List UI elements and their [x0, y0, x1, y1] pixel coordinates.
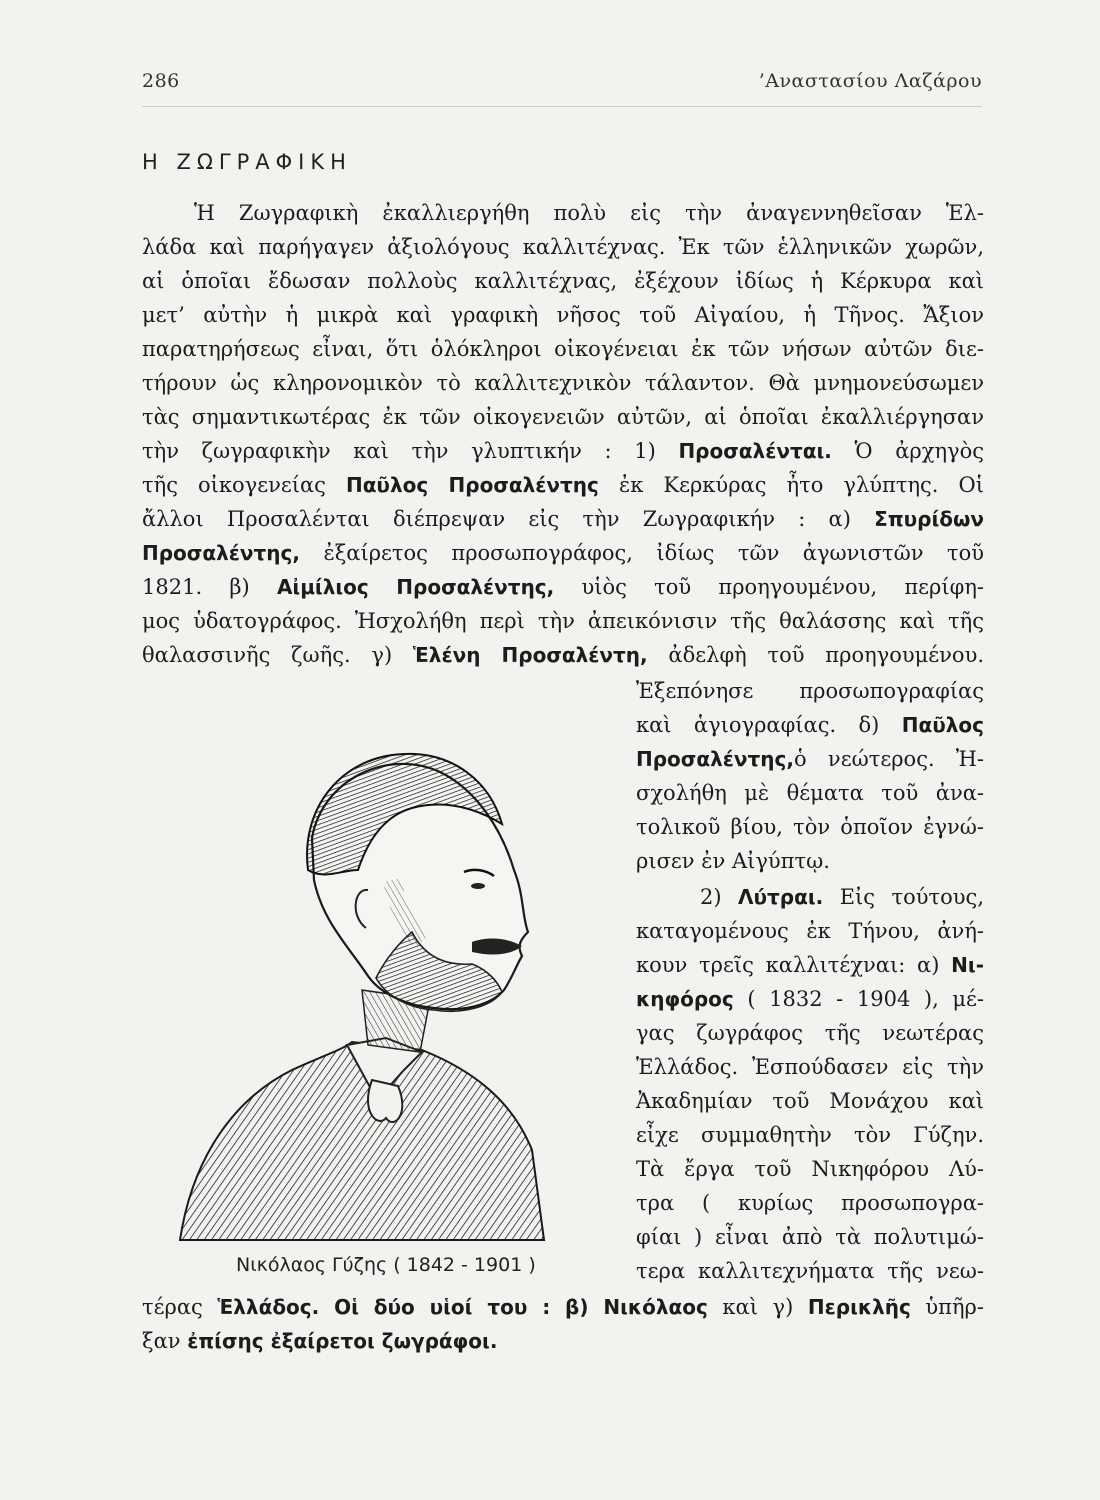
text-line: εἶχε συμμαθητὴν τὸν Γύζην.	[636, 1123, 984, 1147]
text-line: Ἡ Ζωγραφικὴ ἐκαλλιεργήθη πολὺ εἰς τὴν ἀναγεννηθεῖσαν Ἑλ-	[194, 201, 984, 225]
text-run: 1821. β)	[142, 575, 277, 599]
text-line	[636, 880, 984, 914]
text-line	[142, 536, 984, 570]
text-run: υἱὸς τοῦ προηγουμένου, περίφη-	[554, 575, 984, 599]
bold-name: Αἰμίλιος Προσαλέντης,	[276, 575, 555, 599]
text-run: ὑπῆρ-	[910, 1295, 984, 1319]
text-run: καὶ ἁγιογραφίας. δ)	[636, 713, 902, 737]
text-line: Ἑλλάδος. Ἐσπούδασεν εἰς τὴν	[636, 1055, 984, 1079]
page-number: 286	[142, 70, 180, 92]
bold-name: Ἑλένη Προσαλέντη,	[412, 643, 648, 667]
running-title: ’Αναστασίου Λαζάρου	[758, 70, 982, 92]
text-line	[636, 982, 984, 1016]
text-run: τῆς οἰκογενείας	[142, 473, 346, 497]
text-run: ξαν	[142, 1329, 188, 1353]
text-line: σχολήθη μὲ θέματα τοῦ ἀνα-	[636, 781, 984, 805]
text-line	[142, 468, 984, 502]
bold-name: Παῦλος	[901, 713, 984, 737]
portrait-engraving	[172, 720, 572, 1260]
text-run: ὁ νεώτερος. Ἠ-	[793, 747, 984, 771]
text-run: τὴν ζωγραφικὴν καὶ τὴν γλυπτικήν : 1)	[142, 439, 679, 463]
bold-name: Νι-	[951, 953, 984, 977]
text-run: ἐξαίρετος προσωπογράφος, ἰδίως τῶν ἀγωνιστῶν τοῦ	[299, 541, 984, 565]
text-line: Ἀκαδημίαν τοῦ Μονάχου καὶ	[636, 1089, 984, 1113]
bold-name: Σπυρίδων	[874, 507, 984, 531]
text-run: ἐκ Κερκύρας ἦτο γλύπτης. Οἱ	[598, 473, 984, 497]
text-line: γας ζωγράφος τῆς νεωτέρας	[636, 1021, 984, 1045]
text-run: ( 1832 - 1904 ), μέ-	[733, 987, 984, 1011]
text-line: παρατηρήσεως εἶναι, ὅτι ὁλόκληροι οἰκογένειαι ἐκ τῶν νήσων αὐτῶν διε-	[142, 337, 984, 361]
text-line: τὰς σημαντικωτέρας ἐκ τῶν οἰκογενειῶν αὐτῶν, αἱ ὁποῖαι ἐκαλλιέργησαν	[142, 405, 984, 429]
text-line: μος ὑδατογράφος. Ἠσχολήθη περὶ τὴν ἀπεικόνισιν τῆς θαλάσσης καὶ τῆς	[142, 609, 984, 633]
text-line: Ἐξεπόνησε προσωπογραφίας	[636, 679, 984, 703]
text-run: 2)	[700, 885, 739, 909]
text-run: τέρας	[142, 1295, 218, 1319]
bold-name: Προσαλένται.	[678, 439, 832, 463]
text-run: θαλασσινῆς ζωῆς. γ)	[142, 643, 413, 667]
bold-name: Παῦλος Προσαλέντης	[345, 473, 599, 497]
text-line: τολικοῦ βίου, τὸν ὁποῖον ἐγνώ-	[636, 815, 984, 839]
text-run: Εἰς τούτους,	[823, 885, 984, 909]
text-line: λάδα καὶ παρήγαγεν ἀξιολόγους καλλιτέχνας. Ἐκ τῶν ἑλληνικῶν χωρῶν,	[142, 235, 984, 259]
text-line	[142, 1324, 984, 1358]
portrait-caption: Νικόλαος Γύζης ( 1842 - 1901 )	[236, 1254, 536, 1276]
text-line	[142, 434, 984, 468]
text-line	[636, 708, 984, 742]
text-line: τήρουν ὡς κληρονομικὸν τὸ καλλιτεχνικὸν τάλαντον. Θὰ μνημονεύσωμεν	[142, 371, 984, 395]
text-run: ἄλλοι Προσαλένται διέπρεψαν εἰς τὴν Ζωγραφικήν : α)	[142, 507, 875, 531]
text-line	[636, 948, 984, 982]
text-line: καταγομένους ἐκ Τήνου, ἀνή-	[636, 919, 984, 943]
text-line: ρισεν ἐν Αἰγύπτῳ.	[636, 849, 830, 873]
text-line	[636, 742, 984, 776]
bold-name: Ἑλλάδος. Οἱ δύο υἱοί του : β) Νικόλαος	[217, 1295, 708, 1319]
text-line: φίαι ) εἶναι ἀπὸ τὰ πολυτιμώ-	[636, 1225, 984, 1249]
bold-name: Λύτραι.	[738, 885, 824, 909]
text-line: τρα ( κυρίως προσωπογρα-	[636, 1191, 984, 1215]
bold-name: κηφόρος	[636, 987, 734, 1011]
text-line: μετ’ αὐτὴν ἡ μικρὰ καὶ γραφικὴ νῆσος τοῦ Αἰγαίου, ἡ Τῆνος. Ἄξιον	[142, 303, 984, 327]
section-title: Η ΖΩΓΡΑΦΙΚΗ	[142, 150, 352, 174]
bold-name: ἐπίσης ἐξαίρετοι ζωγράφοι.	[187, 1329, 498, 1353]
text-line	[142, 638, 984, 672]
text-run: ἀδελφὴ τοῦ προηγουμένου.	[647, 643, 985, 667]
text-line: τερα καλλιτεχνήματα τῆς νεω-	[636, 1259, 984, 1283]
text-line: αἱ ὁποῖαι ἔδωσαν πολλοὺς καλλιτέχνας, ἐξέχουν ἰδίως ἡ Κέρκυρα καὶ	[142, 269, 984, 293]
text-run: κουν τρεῖς καλλιτέχναι: α)	[636, 953, 952, 977]
text-line	[142, 1290, 984, 1324]
bold-name: Προσαλέντης,	[142, 541, 300, 565]
page-header	[142, 70, 982, 92]
bold-name: Προσαλέντης,	[636, 747, 794, 771]
bold-name: Περικλῆς	[807, 1295, 911, 1319]
text-line	[142, 502, 984, 536]
text-line	[142, 570, 984, 604]
header-rule	[142, 106, 982, 107]
text-run: καὶ γ)	[707, 1295, 808, 1319]
text-line: Τὰ ἔργα τοῦ Νικηφόρου Λύ-	[636, 1157, 984, 1181]
text-run: Ὁ ἀρχηγὸς	[831, 439, 985, 463]
